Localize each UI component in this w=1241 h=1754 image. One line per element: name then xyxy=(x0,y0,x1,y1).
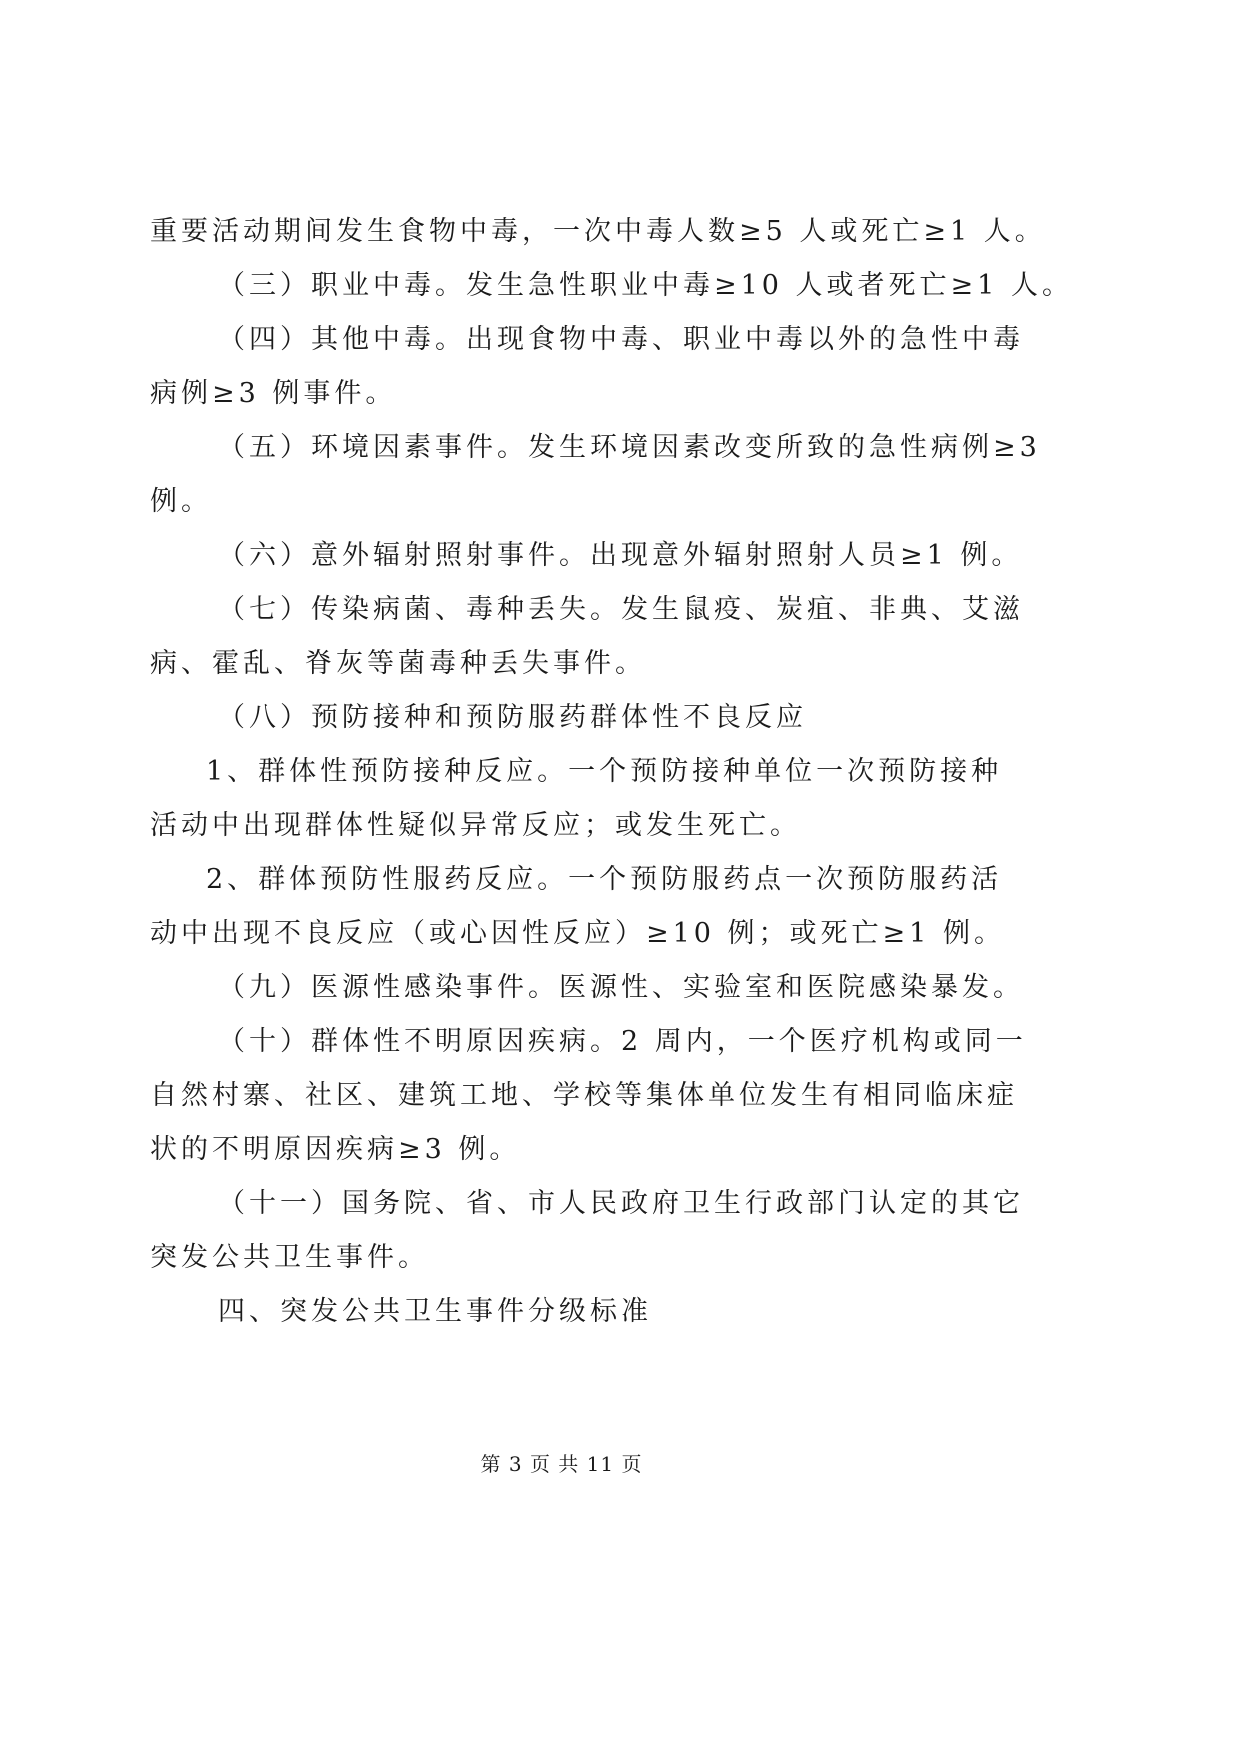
body-line: 活动中出现群体性疑似异常反应；或发生死亡。 xyxy=(150,810,801,841)
body-line: （七）传染病菌、毒种丢失。发生鼠疫、炭疽、非典、艾滋 xyxy=(218,594,1024,625)
body-line: 例。 xyxy=(150,486,212,517)
document-body xyxy=(150,205,1073,1339)
body-line: （九）医源性感染事件。医源性、实验室和医院感染暴发。 xyxy=(218,972,1024,1003)
body-line: （三）职业中毒。发生急性职业中毒≥10 人或者死亡≥1 人。 xyxy=(218,270,1073,301)
body-line: 2、群体预防性服药反应。一个预防服药点一次预防服药活 xyxy=(206,864,1003,895)
body-line: 重要活动期间发生食物中毒，一次中毒人数≥5 人或死亡≥1 人。 xyxy=(150,216,1046,247)
body-line: 自然村寨、社区、建筑工地、学校等集体单位发生有相同临床症 xyxy=(150,1080,1018,1111)
body-line: 1、群体性预防接种反应。一个预防接种单位一次预防接种 xyxy=(206,756,1003,787)
body-line: 突发公共卫生事件。 xyxy=(150,1242,429,1273)
body-line: （六）意外辐射照射事件。出现意外辐射照射人员≥1 例。 xyxy=(218,540,1023,571)
page-number-footer: 第 3 页 共 11 页 xyxy=(480,1452,643,1476)
body-line: 病、霍乱、脊灰等菌毒种丢失事件。 xyxy=(150,648,646,679)
body-line: 病例≥3 例事件。 xyxy=(150,378,397,409)
body-line: 状的不明原因疾病≥3 例。 xyxy=(150,1134,521,1165)
body-line: （四）其他中毒。出现食物中毒、职业中毒以外的急性中毒 xyxy=(218,324,1024,355)
body-line: （十）群体性不明原因疾病。2 周内，一个医疗机构或同一 xyxy=(218,1026,1027,1057)
body-line: （十一）国务院、省、市人民政府卫生行政部门认定的其它 xyxy=(218,1188,1024,1219)
section-heading: 四、突发公共卫生事件分级标准 xyxy=(218,1296,652,1327)
body-line: 动中出现不良反应（或心因性反应）≥10 例；或死亡≥1 例。 xyxy=(150,918,1005,949)
body-line: （五）环境因素事件。发生环境因素改变所致的急性病例≥3 xyxy=(218,432,1041,463)
body-line: （八）预防接种和预防服药群体性不良反应 xyxy=(218,702,807,733)
